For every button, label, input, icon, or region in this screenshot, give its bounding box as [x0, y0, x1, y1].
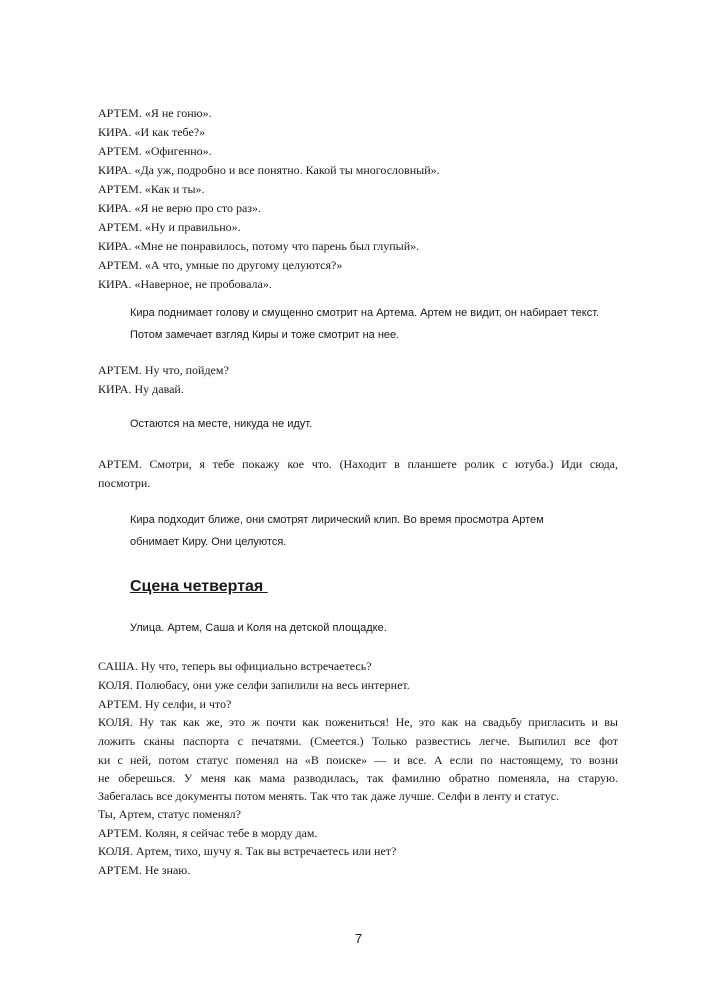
dialogue-line: ложить сканы паспорта с печатями. (Смеется.) Только развестись легче. Выпилил все фот	[98, 734, 618, 748]
dialogue-line: АРТЕМ. Ну селфи, и что?	[98, 697, 232, 711]
stage-direction: Остаются на месте, никуда не идут.	[130, 418, 313, 430]
dialogue-line: не оберешься. У меня как мама разводилась, так фамилию обратно поменяла, на старую.	[98, 771, 618, 785]
dialogue-line: АРТЕМ. Ну что, пойдем?	[98, 363, 229, 377]
dialogue-line: КИРА. Ну давай.	[98, 382, 184, 396]
dialogue-line: САША. Ну что, теперь вы официально встречаетесь?	[98, 659, 372, 673]
dialogue-line: КИРА. «Да уж, подробно и все понятно. Какой ты многословный».	[98, 163, 440, 177]
dialogue-line: КОЛЯ. Ну так как же, это ж почти как пожениться! Не, это как на свадьбу пригласить и вы	[98, 715, 618, 729]
dialogue-line: АРТЕМ. Смотри, я тебе покажу кое что. (Находит в планшете ролик с ютуба.) Иди сюда,	[98, 457, 618, 471]
dialogue-line: АРТЕМ. «Офигенно».	[98, 144, 212, 158]
stage-direction: Кира подходит ближе, они смотрят лирический клип. Во время просмотра Артем обнимает Киру. Они целуются.	[130, 514, 544, 548]
dialogue-line: Ты, Артем, статус поменял?	[98, 807, 241, 821]
dialogue-line: Забегалась все документы потом менять. Так что так даже лучше. Селфи в ленту и статус.	[98, 789, 560, 803]
dialogue-line: АРТЕМ. «А что, умные по другому целуются?»	[98, 258, 343, 272]
dialogue-line: посмотри.	[98, 476, 151, 490]
dialogue-line: КИРА. «И как тебе?»	[98, 125, 206, 139]
dialogue-line: КОЛЯ. Полюбасу, они уже селфи запилили на весь интернет.	[98, 678, 410, 692]
dialogue-line: АРТЕМ. «Ну и правильно».	[98, 220, 241, 234]
dialogue-line: АРТЕМ. Не знаю.	[98, 863, 191, 877]
dialogue-line: ки с ней, потом статус поменял на «В поиске» — и все. А если по настоящему, то возни	[98, 753, 618, 767]
stage-direction: Кира поднимает голову и смущенно смотрит на Артема. Артем не видит, он набирает текст. Потом замечает взгляд Киры и тоже смотрит на нее.	[130, 307, 600, 341]
dialogue-line: КИРА. «Мне не понравилось, потому что парень был глупый».	[98, 239, 420, 253]
dialogue-line: АРТЕМ. «Я не гоню».	[98, 106, 212, 120]
dialogue-line: АРТЕМ. «Как и ты».	[98, 182, 205, 196]
page-number: 7	[354, 931, 363, 946]
stage-direction: Улица. Артем, Саша и Коля на детской площадке.	[130, 622, 387, 634]
dialogue-line: КИРА. «Я не верю про сто раз».	[98, 201, 262, 215]
scene-title: Сцена четвертая	[130, 578, 268, 595]
dialogue-line: КИРА. «Наверное, не пробовала».	[98, 277, 272, 291]
dialogue-line: АРТЕМ. Колян, я сейчас тебе в морду дам.	[98, 826, 318, 840]
dialogue-line: КОЛЯ. Артем, тихо, шучу я. Так вы встречаетесь или нет?	[98, 844, 397, 858]
